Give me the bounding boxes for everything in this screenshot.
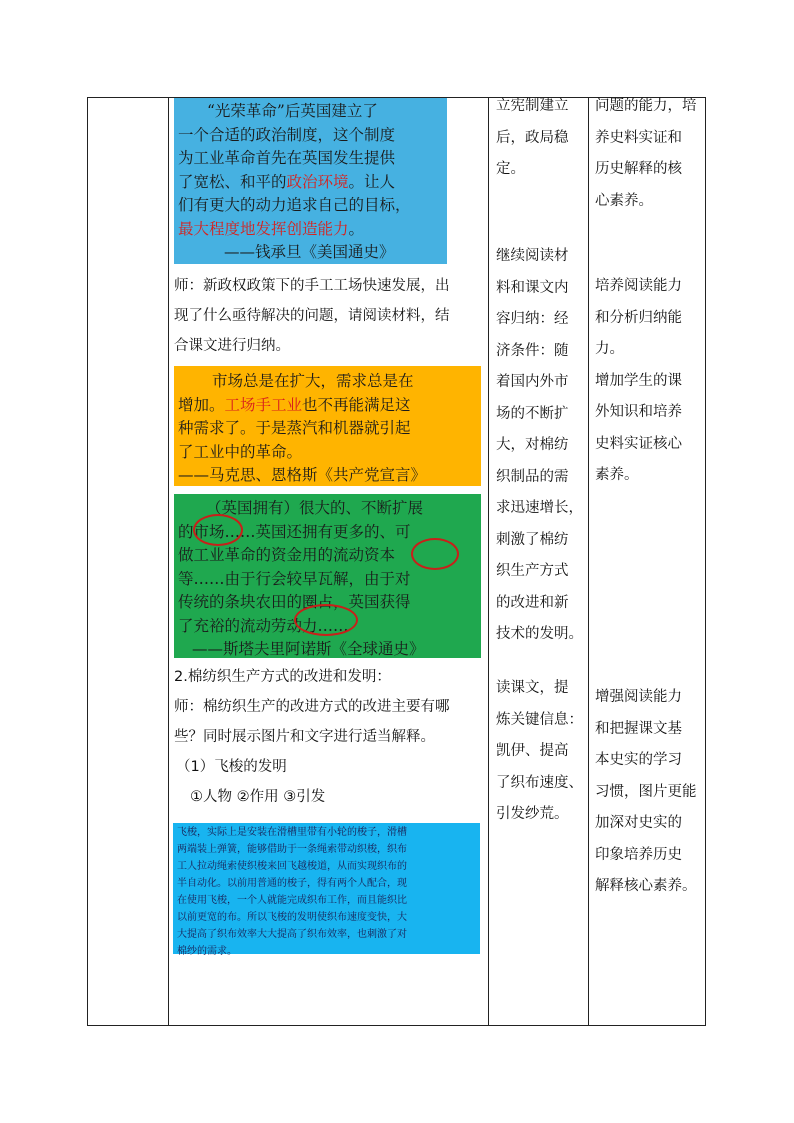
text-line: 问题的能力，培	[595, 98, 697, 114]
text-line: 技术的发明。	[496, 626, 583, 642]
text-line: 以前更宽的布。所以飞梭的发明使织布速度变快，大	[177, 912, 407, 923]
highlight-circle-capital	[411, 538, 459, 570]
text-line: 养史料实证和	[595, 129, 682, 146]
text-line: 料和课文内	[496, 279, 569, 296]
quote-line: 了宽松、和平的政治环境。让人	[178, 172, 396, 191]
explanation-box-flying-shuttle	[173, 823, 480, 957]
quote-source: ——钱承旦《美国通史》	[224, 243, 395, 261]
quote-line: 传统的条块农田的圈占，英国获得	[178, 593, 411, 611]
highlight-circle-labor	[294, 604, 358, 636]
quote-line: 种需求了。于是蒸汽和机器就引起	[178, 419, 411, 437]
student-activity-2	[496, 241, 588, 651]
text-line: 史料实证核心	[595, 435, 682, 452]
text-line: 培养阅读能力	[595, 278, 682, 294]
text-line: 本史实的学习	[595, 752, 682, 768]
text-line: 两端装上弹簧，能够借助于一条绳索带动织梭，织布	[177, 844, 407, 855]
text-line: 炼关键信息：	[496, 711, 583, 728]
text-line: 些？同时展示图片和文字进行适当解释。	[174, 729, 435, 745]
quote-line: 等……由于行会较早瓦解，由于对	[178, 569, 411, 588]
text-line: 大提高了织布效率大大提高了织布效率，也刺激了对	[177, 929, 407, 940]
quote-source: ——马克思、恩格斯《共产党宣言》	[178, 466, 427, 484]
text-line: 棉纱的需求。	[177, 946, 237, 957]
subheading-flying-shuttle: （1）飞梭的发明	[176, 759, 287, 775]
quote-line: （英国拥有）很大的、不断扩展	[206, 499, 424, 517]
text-line: ①人物 ②作用 ③引发	[190, 789, 326, 805]
text-line: 容归纳：经	[496, 311, 569, 327]
text-line: 增加学生的课	[595, 372, 682, 389]
column-divider	[168, 98, 169, 1025]
text-line: 读课文，提	[496, 680, 569, 696]
column-divider	[588, 98, 589, 1025]
text-line: 师：新政权政策下的手工工场快速发展，出	[174, 278, 450, 294]
quote-line: 最大程度地发挥创造能力。	[178, 219, 365, 238]
text-line: 织生产方式	[496, 563, 569, 579]
text-line: 历史解释的核	[595, 161, 682, 177]
design-intent-2	[595, 271, 703, 492]
quote-line: 了充裕的流动劳动力……	[178, 616, 349, 635]
text-line: 定。	[496, 161, 525, 177]
text-line: 立宪制建立	[496, 98, 569, 114]
text-line: 场的不断扩	[496, 405, 569, 422]
text-line: 引发纱荒。	[496, 806, 569, 822]
text-line: 师：棉纺织生产的改进方式的改进主要有哪	[174, 699, 450, 715]
quote-line: 的市场……英国还拥有更多的、可	[178, 522, 411, 541]
text-line: 习惯，图片更能	[595, 783, 697, 800]
text-line: 半自动化。以前用普通的梭子，得有两个人配合，现	[177, 878, 407, 889]
student-activity-1	[496, 91, 588, 186]
text-line: 凯伊、提高	[496, 743, 569, 759]
section-heading: 2.棉纺织生产方式的改进和发明：	[174, 669, 391, 685]
quote-box-blue	[174, 98, 447, 264]
text-line: 解释核心素养。	[595, 878, 697, 894]
text-line: 和把握课文基	[595, 720, 682, 737]
text-line: 素养。	[595, 467, 639, 483]
text-line: 的改进和新	[496, 594, 569, 611]
text-line: 大，对棉纺	[496, 437, 569, 453]
text-line: 后，政局稳	[496, 129, 569, 146]
student-activity-3	[496, 673, 588, 831]
text-line: 求迅速增长，	[496, 500, 583, 516]
quote-source: ——斯塔夫里阿诺斯《全球通史》	[192, 640, 425, 658]
text-line: 继续阅读材	[496, 248, 569, 264]
text-line: 刺激了棉纺	[496, 531, 569, 548]
quote-line: 市场总是在扩大，需求总是在	[212, 372, 414, 390]
text-line: 工人拉动绳索使织梭来回飞越梭道，从而实现织布的	[177, 861, 407, 872]
highlight-circle-market	[193, 514, 243, 546]
text-line: 外知识和培养	[595, 404, 682, 420]
column-divider	[488, 98, 489, 1025]
text-line: 织制品的需	[496, 468, 569, 485]
text-line: 现了什么亟待解决的问题，请阅读材料，结	[174, 308, 450, 324]
design-intent-1	[595, 91, 703, 217]
text-line: 印象培养历史	[595, 846, 682, 863]
quote-line: “光荣革命”后英国建立了	[207, 102, 378, 120]
text-line: 济条件：随	[496, 342, 569, 359]
text-line: 和分析归纳能	[595, 309, 682, 326]
text-line: 加深对史实的	[595, 815, 682, 831]
text-line: 在使用飞梭，一个人就能完成织布工作，而且能织比	[177, 895, 407, 906]
quote-line: 为工业革命首先在英国发生提供	[178, 149, 396, 167]
text-line: 着国内外市	[496, 374, 569, 390]
text-line: 心素养。	[595, 192, 653, 209]
quote-line: 做工业革命的资金用的流动资本	[178, 546, 396, 564]
text-line: 力。	[595, 341, 624, 357]
text-line: 合课文进行归纳。	[174, 338, 290, 354]
quote-box-orange	[174, 366, 481, 486]
text-line: 增强阅读能力	[595, 689, 682, 705]
quote-line: 了工业中的革命。	[178, 442, 303, 461]
section-cotton-textile	[174, 662, 484, 812]
text-line: 飞梭，实际上是安装在滑槽里带有小轮的梭子，滑槽	[177, 827, 407, 838]
text-line: 了织布速度、	[496, 774, 583, 791]
quote-line: 一个合适的政治制度，这个制度	[178, 125, 396, 144]
quote-line: 增加。工场手工业也不再能满足这	[178, 395, 411, 414]
teacher-prompt	[174, 271, 484, 361]
quote-line: 们有更大的动力追求自己的目标，	[178, 196, 411, 214]
design-intent-3	[595, 682, 703, 903]
